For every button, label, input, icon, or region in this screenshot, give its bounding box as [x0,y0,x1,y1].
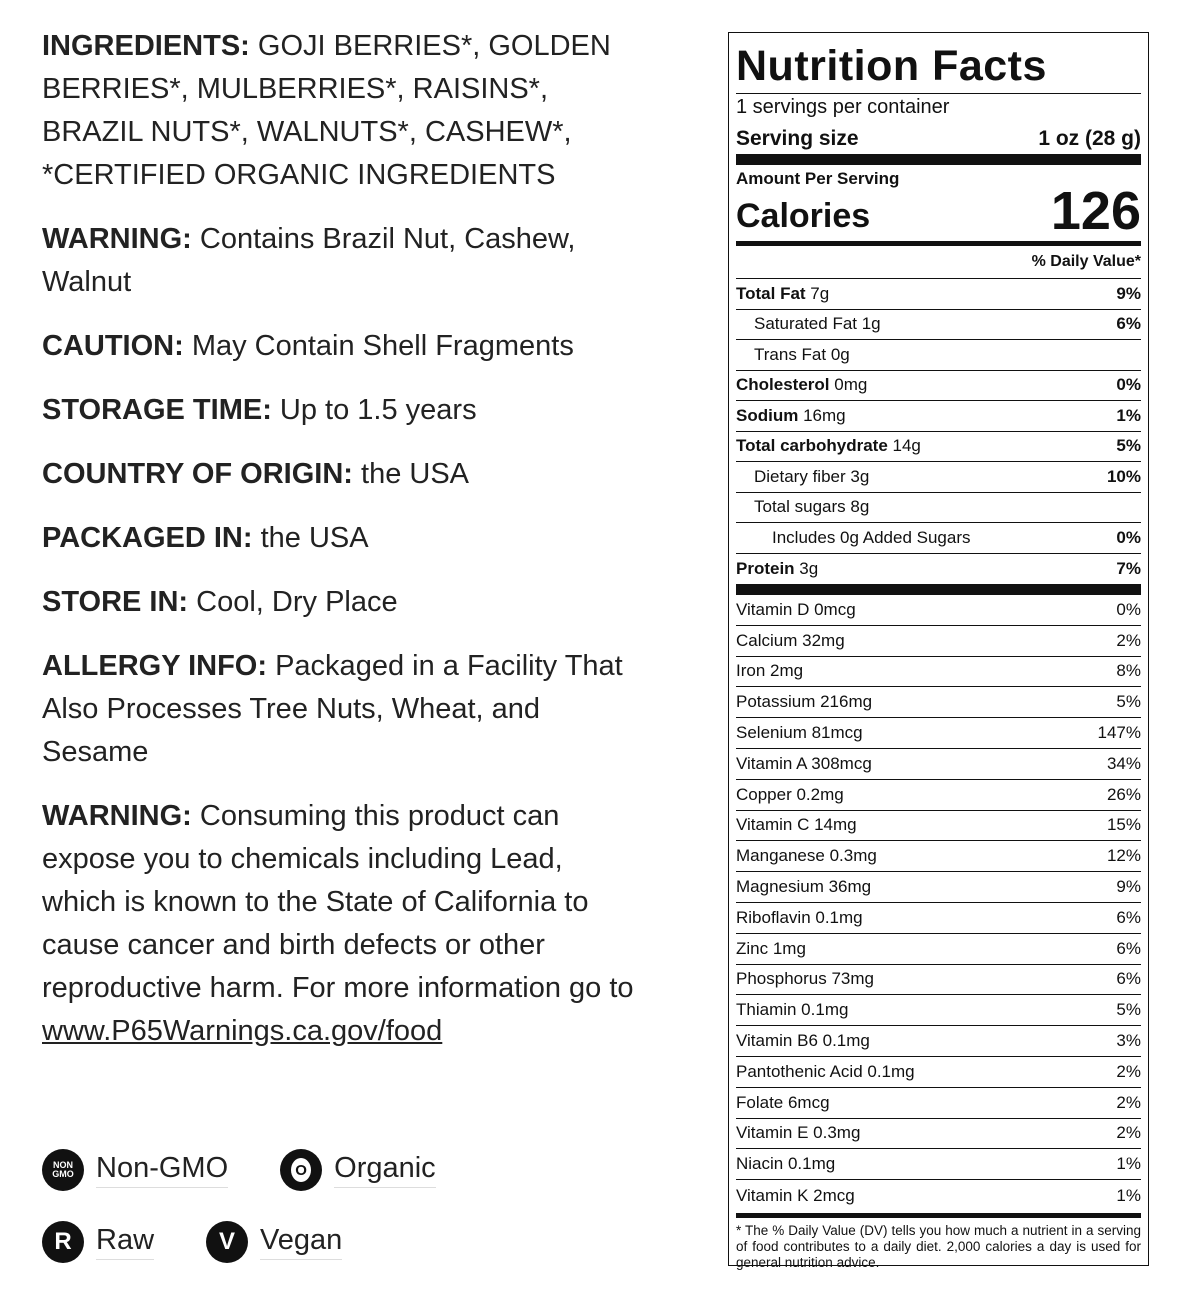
nutrient-label: Total Fat [736,283,806,303]
vitamin-row [736,903,1141,934]
nutrient-daily-value: 6% [1116,314,1141,334]
nutrient-name [736,314,881,334]
vitamin-row [736,780,1141,811]
nutrient-row [736,310,1141,341]
vitamin-name: Phosphorus 73mg [736,969,874,989]
nutrient-row [736,493,1141,524]
nutrient-row [736,371,1141,402]
vitamin-row [736,626,1141,657]
nutrient-row [736,462,1141,493]
nutrient-name [736,436,921,456]
nutrient-label: Sodium [736,405,799,425]
caution: CAUTION: May Contain Shell Fragments [42,330,574,362]
nutrient-amount: 14g [887,436,921,456]
vitamin-daily-value: 2% [1116,630,1141,650]
nutrient-amount: Dietary fiber 3g [754,466,870,486]
nutrient-row [736,340,1141,371]
nutrient-daily-value: 1% [1116,405,1141,425]
nutrient-daily-value: 0% [1116,375,1141,395]
nutrient-row [736,554,1141,585]
vitamin-name: Pantothenic Acid 0.1mg [736,1061,915,1081]
vitamin-daily-value: 9% [1116,877,1141,897]
amount-per-serving: Amount Per Serving [736,169,900,188]
vitamin-name: Calcium 32mg [736,630,845,650]
vitamin-name: Vitamin D 0mcg [736,599,856,619]
vitamin-row [736,934,1141,965]
nutrient-name [736,528,970,548]
product-info [42,25,642,1074]
vitamin-daily-value: 5% [1116,692,1141,712]
nutrient-label: Protein [736,558,795,578]
vitamin-daily-value: 2% [1116,1123,1141,1143]
vitamin-row [736,1088,1141,1119]
vitamin-daily-value: 6% [1116,938,1141,958]
nutrient-amount: Total sugars 8g [754,497,870,517]
vitamin-row [736,1180,1141,1211]
badge-vegan [206,1221,342,1263]
vitamin-daily-value: 6% [1116,907,1141,927]
badge-organic [280,1149,436,1191]
vitamin-daily-value: 34% [1106,753,1141,773]
badge-label: Non-GMO [96,1152,228,1188]
nutrient-rows [736,279,1141,584]
calories: Calories 126 [736,181,1141,241]
nutrient-row [736,279,1141,310]
vitamin-name: Selenium 81mcg [736,723,863,743]
nutrient-label: Cholesterol [736,375,830,395]
storage-time: STORAGE TIME: Up to 1.5 years [42,394,477,426]
nutrient-amount: 7g [805,283,830,303]
vitamin-daily-value: 2% [1116,1061,1141,1081]
vitamin-daily-value: 1% [1116,1185,1141,1205]
nutrient-name [736,559,818,579]
vitamin-row [736,718,1141,749]
vitamin-name: Vitamin K 2mcg [736,1185,855,1205]
vitamin-daily-value: 2% [1116,1092,1141,1112]
badge-label: Vegan [260,1224,342,1260]
vitamin-name: Magnesium 36mg [736,877,872,897]
country-of-origin: COUNTRY OF ORIGIN: the USA [42,458,470,490]
vitamin-name: Iron 2mg [736,661,804,681]
nutrient-name [736,345,850,365]
vitamin-name: Vitamin C 14mg [736,815,857,835]
nutrient-amount: 3g [794,558,819,578]
vitamin-row [736,995,1141,1026]
daily-value-header: % Daily Value* [1031,253,1141,270]
vitamin-row [736,1149,1141,1180]
vitamin-row [736,872,1141,903]
vitamin-row [736,1119,1141,1150]
vitamin-rows [736,595,1141,1211]
p65-link[interactable]: www.P65Warnings.ca.gov/food [42,1015,443,1047]
vitamin-row [736,595,1141,626]
nutrient-name [736,497,869,517]
vitamin-row [736,811,1141,842]
nutrient-name [736,284,829,304]
vitamin-row [736,841,1141,872]
nutrient-row [736,523,1141,554]
badge-raw [42,1221,154,1263]
nutrient-amount: Includes 0g Added Sugars [772,527,971,547]
vitamin-daily-value: 3% [1116,1031,1141,1051]
nutrient-daily-value: 10% [1106,466,1141,486]
vitamin-row [736,687,1141,718]
vitamin-name: Folate 6mcg [736,1092,830,1112]
certification-badges [42,1148,642,1292]
nutrient-name [736,406,846,426]
vitamin-name: Potassium 216mg [736,692,873,712]
vitamin-row [736,1057,1141,1088]
vitamin-row [736,965,1141,996]
vitamin-daily-value: 15% [1106,815,1141,835]
nutrient-amount: Saturated Fat 1g [754,314,881,334]
nutrient-name [736,375,867,395]
daily-value-footnote: * The % Daily Value (DV) tells you how much a nutrient in a serving of food contributes to a daily diet. 2,000 calories a day is used for general nutrition advice. [736,1222,1141,1270]
vitamin-daily-value: 0% [1116,599,1141,619]
nutrient-label: Total carbohydrate [736,436,888,456]
vitamin-name: Niacin 0.1mg [736,1154,836,1174]
nutrient-daily-value: 7% [1116,558,1141,578]
nutrient-daily-value: 0% [1116,527,1141,547]
vitamin-daily-value: 12% [1106,846,1141,866]
vitamin-daily-value: 5% [1116,1000,1141,1020]
nutrient-amount: Trans Fat 0g [754,344,850,364]
nutrient-daily-value: 5% [1116,436,1141,456]
allergy-info: ALLERGY INFO: Packaged in a Facility That Also Processes Tree Nuts, Wheat, and Sesame [42,650,623,768]
allergen-warning: WARNING: Contains Brazil Nut, Cashew, Walnut [42,223,576,298]
vitamin-daily-value: 147% [1097,723,1141,743]
vitamin-name: Vitamin A 308mcg [736,753,872,773]
nutrition-title: Nutrition Facts [736,42,1047,90]
vitamin-name: Vitamin B6 0.1mg [736,1031,870,1051]
vitamin-daily-value: 8% [1116,661,1141,681]
servings-per-container: 1 servings per container [736,96,950,118]
nutrient-name [736,467,869,487]
nutrition-facts-label [728,32,1149,1270]
prop65-warning: WARNING: Consuming this product can expose you to chemicals including Lead, which is known to the State of California to cause cancer and birth defects or other reproductive harm. For more information go to www.P65Warnings.ca.gov/food [42,800,634,1047]
nutrient-amount: 0mg [829,375,868,395]
vitamin-daily-value: 26% [1106,784,1141,804]
nutrient-row [736,401,1141,432]
vitamin-name: Copper 0.2mg [736,784,844,804]
nutrient-row [736,432,1141,463]
ingredients: INGREDIENTS: GOJI BERRIES*, GOLDEN BERRIES*, MULBERRIES*, RAISINS*, BRAZIL NUTS*, WALNUTS*, CASHEW*, *CERTIFIED ORGANIC INGREDIENTS [42,30,611,191]
nutrient-amount: 16mg [798,405,846,425]
badge-label: Organic [334,1152,436,1188]
vitamin-name: Manganese 0.3mg [736,846,877,866]
vitamin-name: Zinc 1mg [736,938,806,958]
store-in: STORE IN: Cool, Dry Place [42,586,398,618]
non-gmo-icon: NON GMO [42,1149,84,1191]
vitamin-name: Riboflavin 0.1mg [736,907,863,927]
vitamin-daily-value: 1% [1116,1154,1141,1174]
vitamin-row [736,657,1141,688]
vitamin-name: Vitamin E 0.3mg [736,1123,861,1143]
vitamin-row [736,1026,1141,1057]
vitamin-row [736,749,1141,780]
vegan-icon: V [206,1221,248,1263]
raw-icon: R [42,1221,84,1263]
badge-label: Raw [96,1224,154,1260]
serving-size: Serving size 1 oz (28 g) [736,127,1141,150]
badge-non-gmo [42,1149,228,1191]
organic-icon: O [280,1149,322,1191]
nutrient-daily-value: 9% [1116,283,1141,303]
vitamin-daily-value: 6% [1116,969,1141,989]
packaged-in: PACKAGED IN: the USA [42,522,369,554]
vitamin-name: Thiamin 0.1mg [736,1000,849,1020]
